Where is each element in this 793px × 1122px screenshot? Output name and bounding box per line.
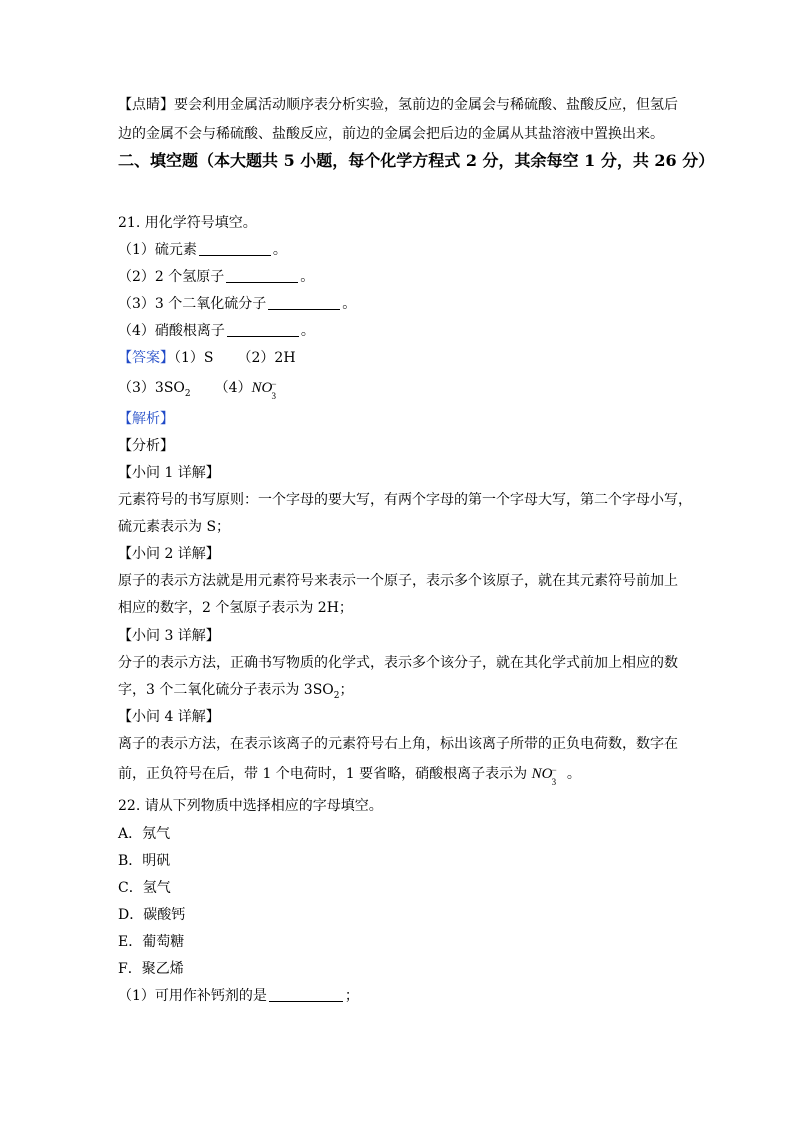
q22-option-d: D．碳酸钙 <box>118 907 186 923</box>
sub4-line-2 <box>118 764 678 787</box>
q22-option-f: F．聚乙烯 <box>118 961 184 977</box>
sub1-line-1: 元素符号的书写原则：一个字母的要大写，有两个字母的第一个字母大写，第二个字母小写， <box>118 492 692 508</box>
answer-blank <box>269 987 343 1002</box>
sub4-line-1: 离子的表示方法，在表示该离子的元素符号右上角，标出该离子所带的正负电荷数，数字在 <box>118 736 678 752</box>
sub3-line-2 <box>118 680 678 700</box>
ion-subscript: 3 <box>271 391 277 401</box>
answer-label: 【答案】 <box>118 350 174 366</box>
q21-item-2 <box>118 267 678 287</box>
tip-line-1 <box>118 95 678 115</box>
fenxi-label: 【分析】 <box>118 438 174 454</box>
sub2-line-1: 原子的表示方法就是用元素符号来表示一个原子，表示多个该原子，就在其元素符号前加上 <box>118 573 678 589</box>
end-mark: 。 <box>300 269 315 285</box>
section-title: 二、填空题（本大题共 5 小题，每个化学方程式 2 分，其余每空 1 分，共 26 分） <box>118 151 715 170</box>
q21-item-2-text: （2）2 个氢原子 <box>118 269 225 285</box>
q22-option-a: A．氖气 <box>118 826 171 842</box>
analysis-label: 【解析】 <box>118 411 174 427</box>
answer-3-subscript: 2 <box>184 388 191 399</box>
q22-option-b: B．明矾 <box>118 853 171 869</box>
nitrate-ion-formula <box>251 378 277 401</box>
ion-charge: − <box>271 379 277 389</box>
sub4-title: 【小问 4 详解】 <box>118 709 220 725</box>
q22-stem: 22. 请从下列物质中选择相应的字母填空。 <box>118 798 383 814</box>
nitrate-ion-formula <box>531 764 557 787</box>
sub3-end: ； <box>339 682 354 698</box>
sub1-line-2: 硫元素表示为 S； <box>118 519 231 535</box>
end-mark: 。 <box>342 296 357 312</box>
answer-1: （1）S <box>174 350 214 366</box>
q21-item-1-text: （1）硫元素 <box>118 242 197 258</box>
end-mark: 。 <box>300 323 315 339</box>
answer-4-prefix: （4） <box>214 380 252 396</box>
sub2-line-2: 相应的数字，2 个氢原子表示为 2H； <box>118 600 353 616</box>
sub3-title: 【小问 3 详解】 <box>118 628 220 644</box>
answer-line-1 <box>118 348 678 368</box>
q21-item-4-text: （4）硝酸根离子 <box>118 323 225 339</box>
answer-line-2 <box>118 378 678 401</box>
q21-item-3 <box>118 294 678 314</box>
sub3-subscript: 2 <box>333 690 340 701</box>
q22-item-1-text: （1）可用作补钙剂的是 <box>118 988 267 1004</box>
q21-item-1 <box>118 240 678 260</box>
q22-option-e: E．葡萄糖 <box>118 934 185 950</box>
sub1-title: 【小问 1 详解】 <box>118 465 220 481</box>
sub2-title: 【小问 2 详解】 <box>118 546 220 562</box>
answer-3: （3）3SO <box>118 380 185 396</box>
q22-item-1 <box>118 986 678 1006</box>
sub3-line-2-text: 字，3 个二氧化硫分子表示为 3SO <box>118 682 334 698</box>
tip-line-2: 边的金属不会与稀硫酸、盐酸反应，前边的金属会把后边的金属从其盐溶液中置换出来。 <box>118 126 664 142</box>
sub3-line-1: 分子的表示方法，正确书写物质的化学式，表示多个该分子，就在其化学式前加上相应的数 <box>118 655 678 671</box>
q22-option-c: C．氢气 <box>118 880 171 896</box>
q21-item-4 <box>118 321 678 341</box>
end-mark: 。 <box>272 242 287 258</box>
answer-2: （2）2H <box>237 350 296 366</box>
ion-charge: − <box>551 765 557 775</box>
ion-base: NO <box>251 380 273 396</box>
answer-blank <box>227 322 299 337</box>
q21-stem: 21. 用化学符号填空。 <box>118 215 257 231</box>
tip-text-1: 要会利用金属活动顺序表分析实验，氢前边的金属会与稀硫酸、盐酸反应，但氢后 <box>174 97 678 113</box>
sub4-line-2-text: 前，正负符号在后，带 1 个电荷时，1 要省略，硝酸根离子表示为 <box>118 766 528 782</box>
ion-subscript: 3 <box>551 777 557 787</box>
answer-blank <box>268 295 340 310</box>
tip-label: 【点睛】 <box>118 97 174 113</box>
answer-blank <box>226 268 298 283</box>
answer-blank <box>199 241 271 256</box>
q22-item-1-end: ； <box>344 988 359 1004</box>
sub4-end: 。 <box>566 766 581 782</box>
ion-base: NO <box>531 766 553 782</box>
q21-item-3-text: （3）3 个二氧化硫分子 <box>118 296 267 312</box>
